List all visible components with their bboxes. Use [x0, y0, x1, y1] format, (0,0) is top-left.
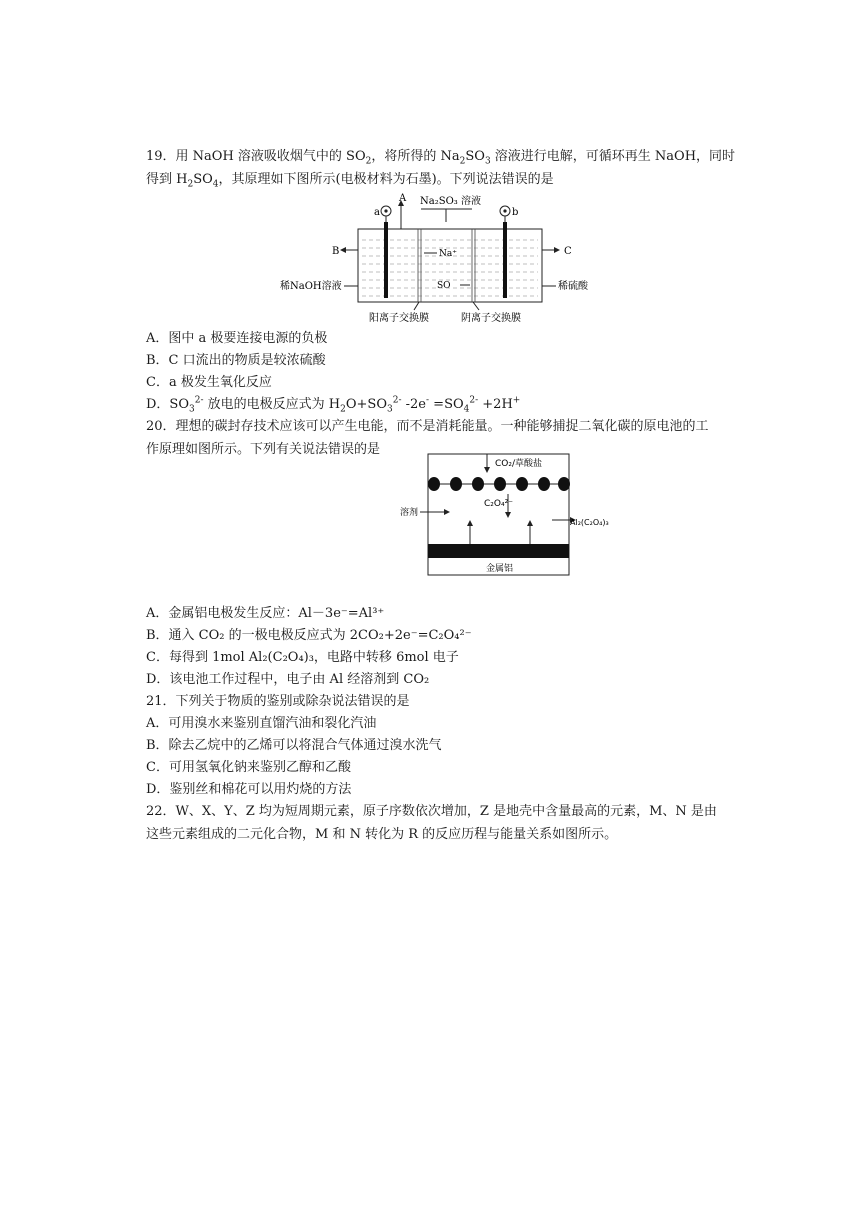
membrane-left-label: 阳离子交换膜 — [369, 313, 429, 324]
membrane-right-label: 阴离子交换膜 — [461, 313, 521, 324]
q19-stem-line1: 19．用 NaOH 溶液吸收烟气中的 $SO_2$，将所得的 $Na_2SO_3$ 溶液进行电解，可循环再生 NaOH，同时 — [146, 149, 736, 167]
q20-option-a: A．金属铝电极发生反应：Al－3e⁻=Al³⁺ — [146, 606, 385, 621]
q21-option-c: C．可用氢氧化钠来鉴别乙醇和乙酸 — [146, 760, 351, 775]
product-label: Al₂(C₂O₄)₃ — [570, 518, 609, 527]
inlet-label: Na₂SO₃ 溶液 — [420, 196, 481, 207]
aluminium-label: 金属铝 — [486, 564, 514, 574]
battery-diagram — [390, 452, 626, 578]
right-solution-label: 稀硫酸 — [558, 281, 588, 292]
q21-option-a: A．可用溴水来鉴别直馏汽油和裂化汽油 — [146, 716, 377, 731]
co2-oxalate-label: CO₂/草酸盐 — [495, 459, 543, 469]
so-ion-label: SO — [437, 281, 451, 291]
q19-stem-line2: 得到 $H_2SO_4$，其原理如下图所示(电极材料为石墨)。下列说法错误的是 — [146, 172, 554, 190]
q19-option-a: A．图中 a 极要连接电源的负极 — [146, 331, 328, 346]
q22-stem-line2: 这些元素组成的二元化合物，M 和 N 转化为 R 的反应历程与能量关系如图所示。 — [146, 827, 618, 842]
outlet-a-label: A — [399, 193, 407, 204]
q21-option-b: B．除去乙烷中的乙烯可以将混合气体通过溴水洗气 — [146, 738, 442, 753]
outlet-c-label: C — [564, 246, 572, 257]
q21-option-d: D．鉴别丝和棉花可以用灼烧的方法 — [146, 782, 352, 797]
oxalate-ion-label: C₂O₄²⁻ — [484, 499, 513, 509]
q22-stem-line1: 22．W、X、Y、Z 均为短周期元素，原子序数依次增加，Z 是地壳中含量最高的元素，M、N 是由 — [146, 804, 717, 819]
q20-stem-line2: 作原理如图所示。下列有关说法错误的是 — [146, 442, 381, 457]
q19-option-d: D．$SO_3^{2-}$ 放电的电极反应式为 $H_2O+SO_3^{2-}$ $-2e^- =SO_4^{2-} +2H^+$ — [146, 395, 521, 415]
q19-option-c: C．a 极发生氧化反应 — [146, 375, 272, 390]
left-solution-label: 稀NaOH溶液 — [280, 281, 342, 292]
q21-stem: 21．下列关于物质的鉴别或除杂说法错误的是 — [146, 694, 410, 709]
q19-option-b: B．C 口流出的物质是较浓硫酸 — [146, 353, 326, 368]
solvent-label: 溶剂 — [400, 508, 419, 518]
q20-option-d: D．该电池工作过程中，电子由 Al 经溶剂到 CO₂ — [146, 672, 430, 687]
q20-option-b: B．通入 CO₂ 的一极电极反应式为 2CO₂+2e⁻=C₂O₄²⁻ — [146, 628, 472, 643]
electrode-a-label: a — [374, 207, 380, 218]
na-ion-label: Na⁺ — [439, 249, 457, 259]
electrode-b-label: b — [512, 207, 519, 218]
q20-stem-line1: 20．理想的碳封存技术应该可以产生电能，而不是消耗能量。一种能够捕捉二氧化碳的原电池的工 — [146, 419, 709, 434]
q20-option-c: C．每得到 1mol Al₂(C₂O₄)₃，电路中转移 6mol 电子 — [146, 650, 459, 665]
outlet-b-label: B — [332, 246, 340, 257]
electrolysis-diagram — [274, 192, 594, 326]
